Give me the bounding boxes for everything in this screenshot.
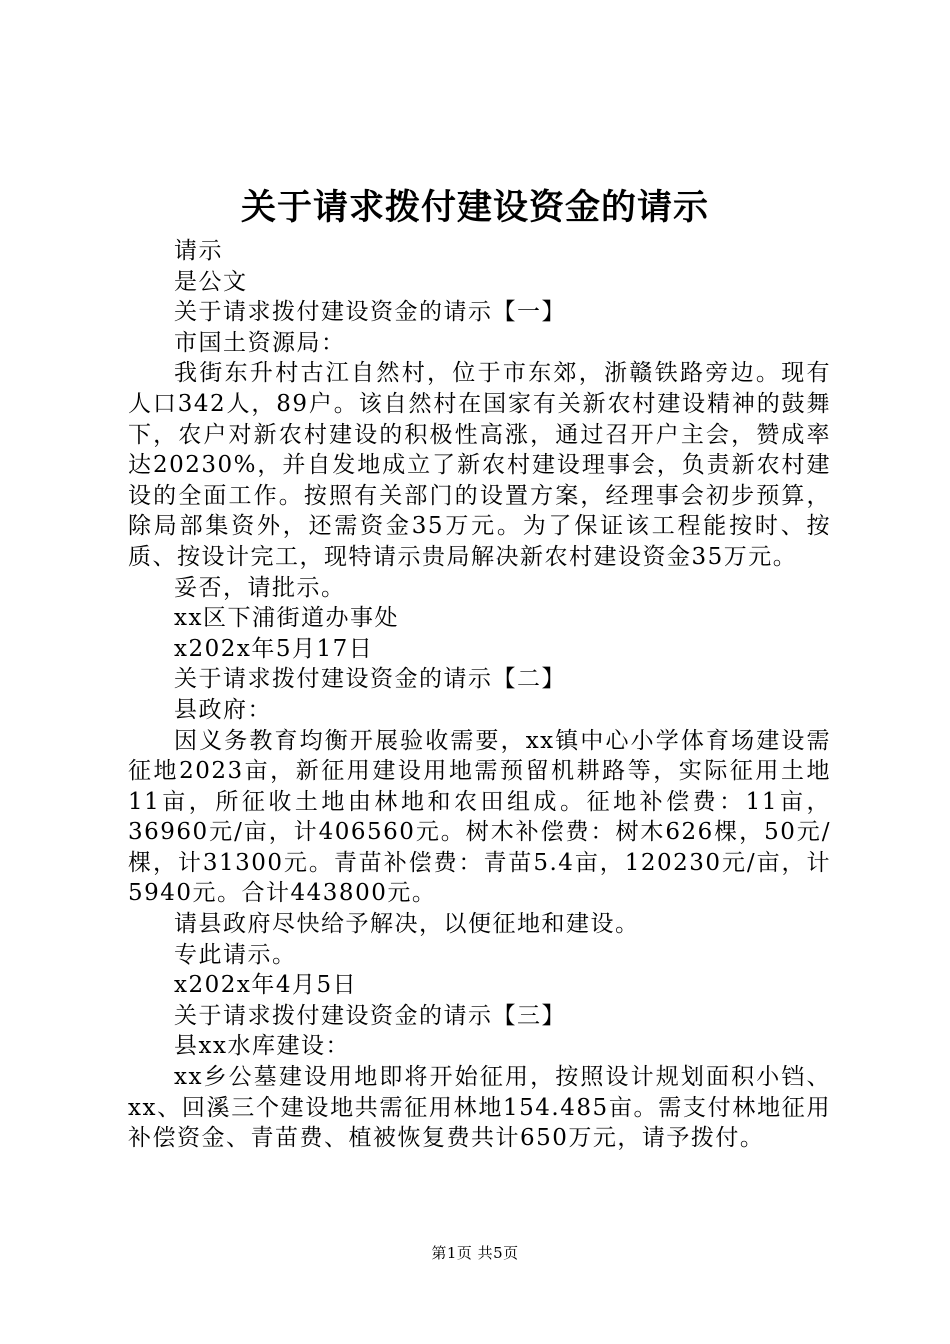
addressee-2: 县政府： <box>174 696 272 723</box>
signature-1: xx区下浦街道办事处 <box>174 605 399 632</box>
closing-2: 专此请示。 <box>174 941 297 968</box>
request-2: 请县政府尽快给予解决，以便征地和建设。 <box>174 911 640 938</box>
addressee-1: 市国土资源局： <box>174 329 346 356</box>
body-paragraph-2: 因义务教育均衡开展验收需要，xx镇中心小学体育场建设需征地2023亩，新征用建设用地需预留机耕路等，实际征用土地11亩，所征收土地由林地和农田组成。征地补偿费：11亩，36960元/亩，计406560元。树木补偿费：树木626棵，50元/棵，计31300元。青苗补偿费：青苗5.4亩，120230元/亩，计5940元。合计443800元。 <box>128 727 831 907</box>
section-title-1: 关于请求拨付建设资金的请示【一】 <box>174 299 566 326</box>
document-title: 关于请求拨付建设资金的请示 <box>240 188 709 228</box>
paragraph-heading-qingshi: 请示 <box>174 238 223 264</box>
closing-1: 妥否，请批示。 <box>174 574 346 601</box>
date-1: x202x年5月17日 <box>174 635 374 662</box>
body-paragraph-3: xx乡公墓建设用地即将开始征用，按照设计规划面积小铛、xx、回溪三个建设地共需征用林地154.485亩。需支付林地征用补偿资金、青苗费、植被恢复费共计650万元，请予拨付。 <box>128 1064 831 1152</box>
paragraph-note: 是公文 <box>174 268 248 295</box>
document-body <box>128 236 831 1154</box>
date-2: x202x年4月5日 <box>174 972 358 999</box>
body-paragraph-1: 我街东升村古江自然村，位于市东郊，浙赣铁路旁边。现有人口342人，89户。该自然村在国家有关新农村建设精神的鼓舞下，农户对新农村建设的积极性高涨，通过召开户主会，赞成率达20230%，并自发地成立了新农村建设理事会，负责新农村建设的全面工作。按照有关部门的设置方案，经理事会初步预算，除局部集资外，还需资金35万元。为了保证该工程能按时、按质、按设计完工，现特请示贵局解决新农村建设资金35万元。 <box>128 360 831 570</box>
page-footer: 第1页 共5页 <box>431 1244 519 1262</box>
addressee-3: 县xx水库建设： <box>174 1033 350 1060</box>
section-title-3: 关于请求拨付建设资金的请示【三】 <box>174 1002 566 1029</box>
section-title-2: 关于请求拨付建设资金的请示【二】 <box>174 666 566 693</box>
